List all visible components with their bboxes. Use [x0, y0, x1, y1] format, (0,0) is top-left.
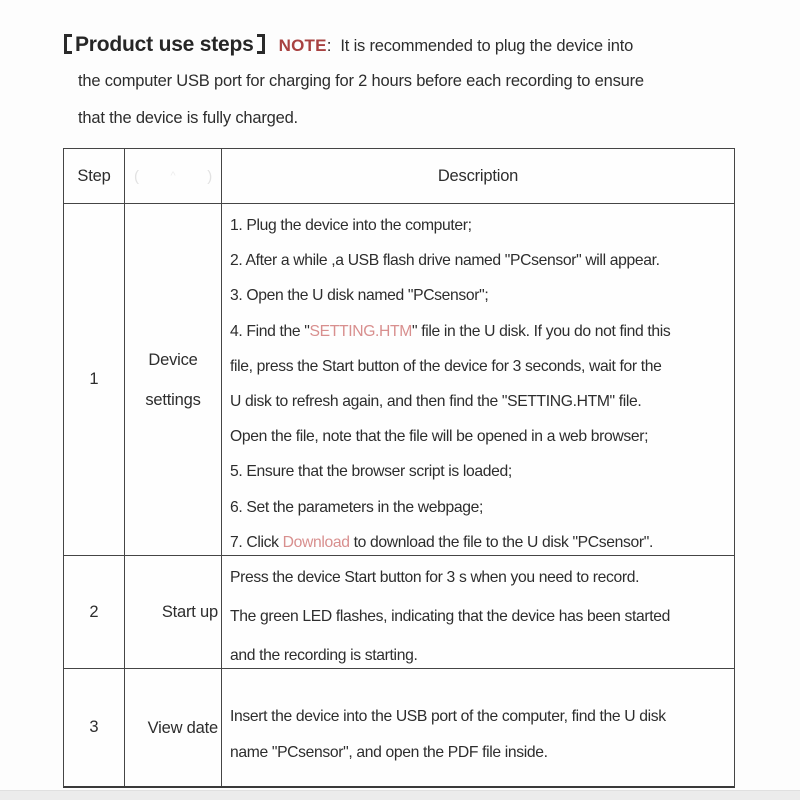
- desc-line: U disk to refresh again, and then find the "SETTING.HTM" file.: [230, 392, 642, 410]
- row3-step-label: [125, 669, 222, 786]
- header-description: Description: [222, 149, 734, 204]
- intro-note-block: [64, 26, 754, 136]
- page-title: [64, 33, 265, 56]
- note-colon: :: [326, 36, 332, 55]
- label-line: View date: [147, 718, 218, 737]
- page-bottom-edge: [0, 790, 800, 800]
- desc-line: 4. Find the "SETTING.HTM" file in the U disk. If you do not find this: [230, 322, 671, 340]
- row3-description: [222, 669, 734, 786]
- row2-step-number: 2: [64, 556, 125, 669]
- setting-htm-filename: SETTING.HTM: [309, 322, 412, 340]
- row3-step-number: 3: [64, 669, 125, 786]
- desc-line: 2. After a while ,a USB flash drive named "PCsensor" will appear.: [230, 252, 660, 270]
- desc-line: 6. Set the parameters in the webpage;: [230, 498, 484, 516]
- label-line: settings: [145, 390, 201, 409]
- desc-line: 1. Plug the device into the computer;: [230, 217, 472, 234]
- desc-line: Insert the device into the USB port of the computer, find the U disk: [230, 708, 666, 725]
- intro-text-line3: that the device is fully charged.: [78, 108, 298, 127]
- note-label: NOTE: [278, 36, 327, 55]
- row2-step-label: [125, 556, 222, 669]
- intro-text-line1: It is recommended to plug the device into: [340, 37, 634, 55]
- page-title-text: Product use steps: [75, 33, 254, 56]
- desc-line: name "PCsensor", and open the PDF file inside.: [230, 743, 548, 761]
- download-link-text: Download: [282, 533, 350, 551]
- row1-step-number: 1: [64, 204, 125, 556]
- label-line: Device: [148, 350, 198, 369]
- intro-line-1: [64, 26, 754, 63]
- desc-line: and the recording is starting.: [230, 647, 418, 664]
- row1-step-label: [125, 204, 222, 556]
- lenticular-bracket-close-icon: [257, 34, 265, 54]
- desc-line: The green LED flashes, indicating that the device has been started: [230, 608, 670, 625]
- row2-description: [222, 556, 734, 669]
- lenticular-bracket-open-icon: [64, 34, 72, 54]
- desc-line: 3. Open the U disk named "PCsensor";: [230, 287, 489, 305]
- header-erased-ghost: [125, 149, 222, 204]
- ghost-open-paren: (: [134, 167, 139, 185]
- label-line: Start up: [161, 603, 218, 621]
- desc-line: Press the device Start button for 3 s when you need to record.: [230, 569, 640, 586]
- desc-line: Open the file, note that the file will be opened in a web browser;: [230, 428, 649, 446]
- intro-text-line2: the computer USB port for charging for 2 hours before each recording to ensure: [78, 72, 644, 90]
- row1-description: [222, 204, 734, 556]
- ghost-mark: ^: [170, 170, 176, 182]
- ghost-close-paren: ): [207, 167, 212, 185]
- desc-line: 7. Click Download to download the file to the U disk "PCsensor".: [230, 533, 653, 551]
- product-steps-table: [63, 148, 735, 788]
- header-step: Step: [64, 149, 125, 204]
- desc-line: file, press the Start button of the device for 3 seconds, wait for the: [230, 357, 662, 375]
- desc-line: 5. Ensure that the browser script is loaded;: [230, 463, 512, 481]
